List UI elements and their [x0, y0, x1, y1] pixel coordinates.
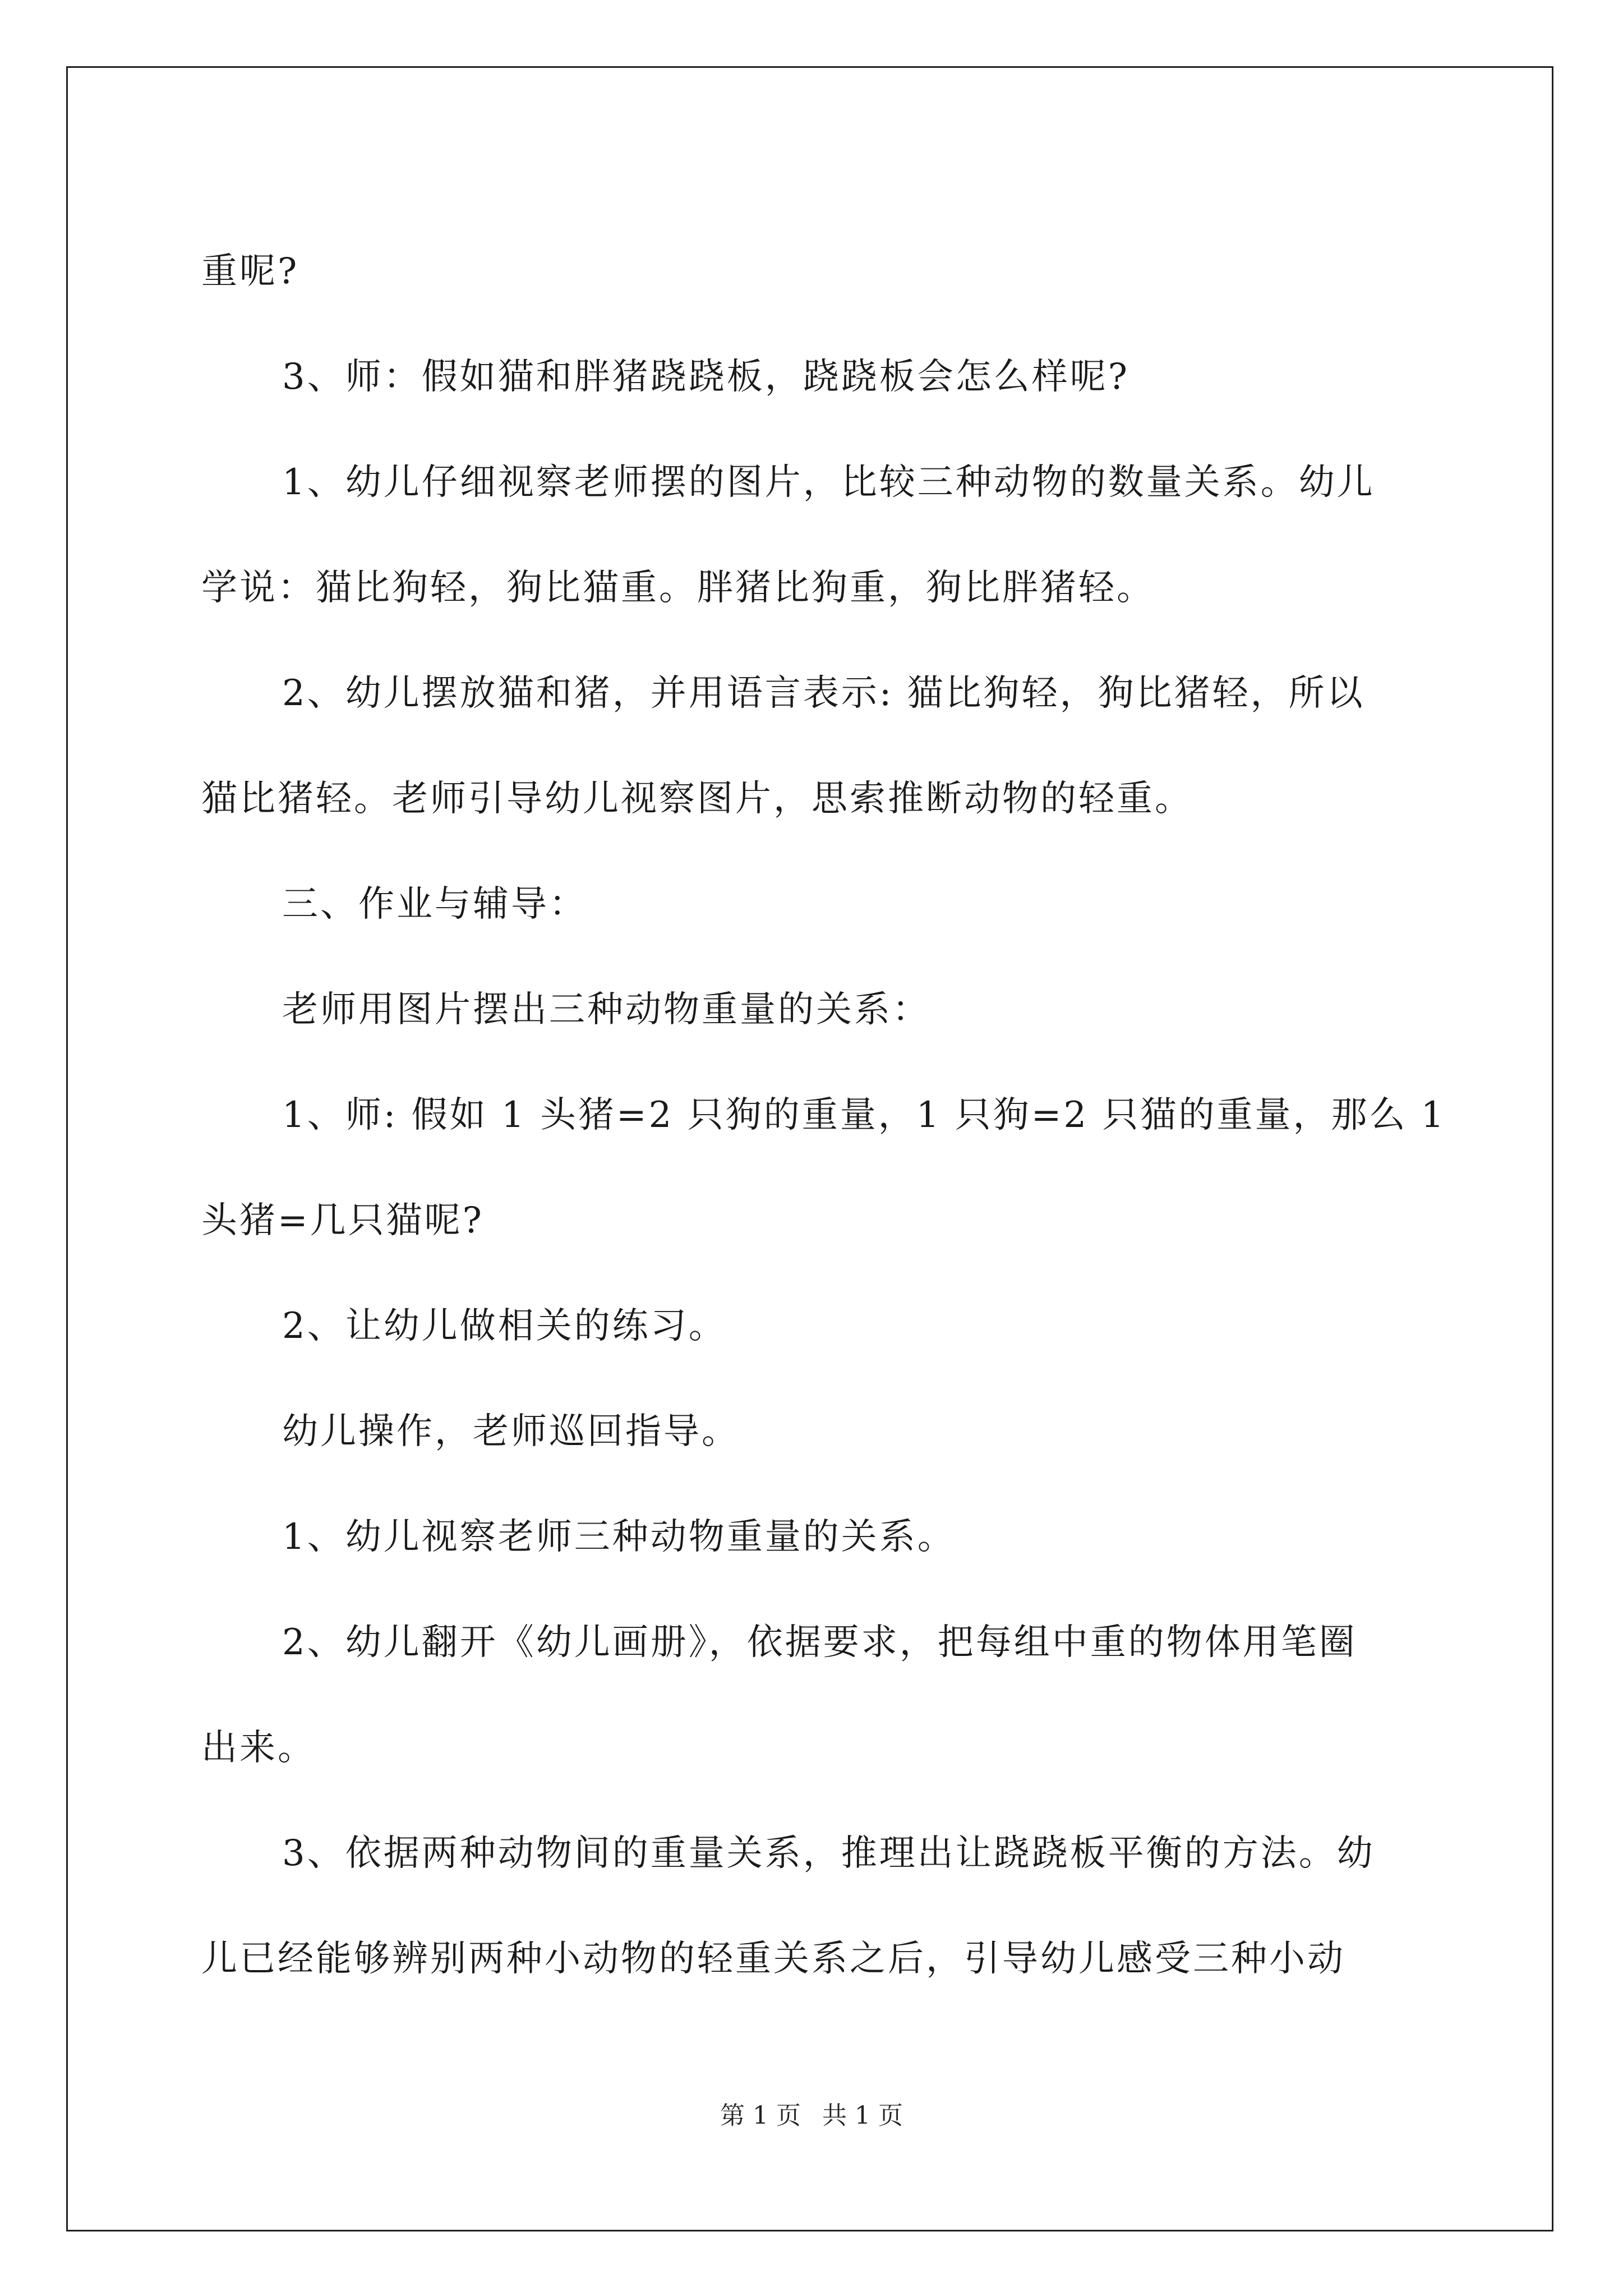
page-count: 共 1 页: [822, 2101, 903, 2130]
text-line-6: 猫比猪轻。老师引导幼儿视察图片，思索推断动物的轻重。: [201, 778, 1193, 820]
document-body: [201, 219, 1446, 2012]
text-line-3: 1、幼儿仔细视察老师摆的图片，比较三种动物的数量关系。幼儿: [282, 462, 1375, 503]
page-number: 第 1 页: [720, 2101, 801, 2130]
text-line-14: 2、幼儿翻开《幼儿画册》，依据要求，把每组中重的物体用笔圈: [282, 1622, 1357, 1663]
text-line-8: 老师用图片摆出三种动物重量的关系：: [282, 989, 930, 1030]
text-line-5: 2、幼儿摆放猫和猪，并用语言表示: 猫比狗轻，狗比猪轻，所以: [282, 673, 1365, 714]
text-line-13: 1、幼儿视察老师三种动物重量的关系。: [282, 1516, 956, 1558]
text-line-17: 儿已经能够辨别两种小动物的轻重关系之后，引导幼儿感受三种小动: [201, 1938, 1345, 1980]
text-line-2: 3、师：假如猫和胖猪跷跷板，跷跷板会怎么样呢?: [282, 356, 1130, 398]
section-heading-homework: 三、作业与辅导：: [282, 884, 587, 925]
text-line-11: 2、让幼儿做相关的练习。: [282, 1305, 727, 1347]
text-line-15: 出来。: [201, 1727, 316, 1769]
page-footer: [0, 2099, 1623, 2133]
text-line-10: 头猪=几只猫呢?: [201, 1200, 484, 1241]
text-line-1: 重呢?: [201, 251, 299, 292]
text-line-12: 幼儿操作，老师巡回指导。: [282, 1411, 740, 1452]
text-line-9: 1、师: 假如 1 头猪=2 只狗的重量，1 只狗=2 只猫的重量，那么 1: [282, 1094, 1446, 1136]
text-line-4: 学说：猫比狗轻，狗比猫重。胖猪比狗重，狗比胖猪轻。: [201, 567, 1155, 609]
text-line-16: 3、依据两种动物间的重量关系，推理出让跷跷板平衡的方法。幼: [282, 1833, 1375, 1874]
